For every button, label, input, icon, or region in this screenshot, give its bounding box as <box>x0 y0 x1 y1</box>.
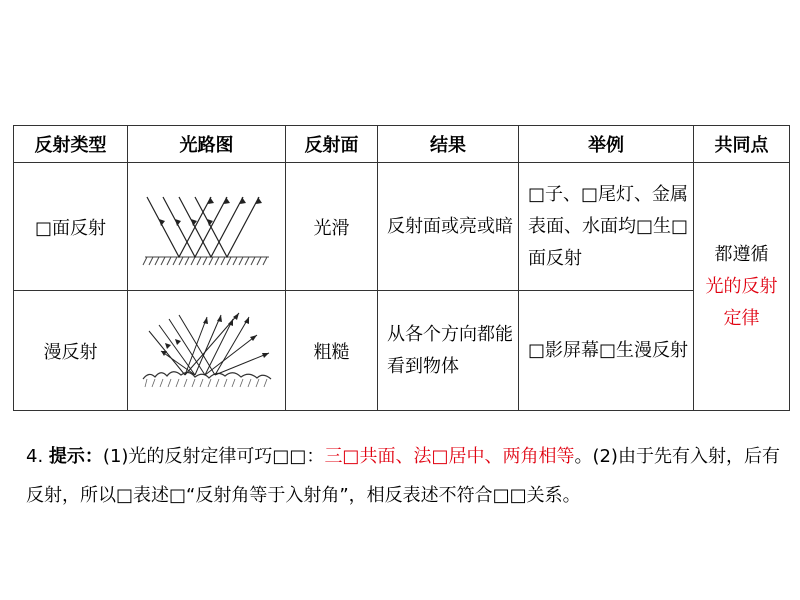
specular-reflection-diagram <box>137 185 277 269</box>
header-common-point: 共同点 <box>694 126 790 163</box>
note-part1-highlight: 三□共面、法□居中、两角相等 <box>324 446 575 467</box>
common-prefix: 都遵循 <box>714 243 769 265</box>
cell-result-diffuse: 从各个方向都能看到物体 <box>378 291 519 411</box>
diffuse-reflection-diagram <box>137 309 277 393</box>
note-part1: (1)光的反射定律可巧□□： <box>102 446 325 467</box>
cell-type-diffuse: 漫反射 <box>14 291 128 411</box>
table-row <box>14 163 790 291</box>
cell-surface-specular: 光滑 <box>286 163 378 291</box>
cell-common-point <box>694 163 790 411</box>
cell-diagram-specular <box>128 163 286 291</box>
hint-paragraph <box>26 437 786 515</box>
reflection-comparison-table <box>13 125 790 411</box>
header-reflecting-surface: 反射面 <box>286 126 378 163</box>
cell-type-specular: □面反射 <box>14 163 128 291</box>
cell-result-specular: 反射面或亮或暗 <box>378 163 519 291</box>
note-part2: (2)由于先有入射，后有反射，所以□表述□“反射角等于入射角”，相反表述不符合□□关系。 <box>26 446 780 506</box>
note-part1-end: 。 <box>574 446 593 467</box>
header-result: 结果 <box>378 126 519 163</box>
cell-example-specular: □子、□尾灯、金属表面、水面均□生□面反射 <box>519 163 694 291</box>
table-row <box>14 291 790 411</box>
header-example: 举例 <box>519 126 694 163</box>
cell-surface-diffuse: 粗糙 <box>286 291 378 411</box>
cell-diagram-diffuse <box>128 291 286 411</box>
common-highlight: 光的反射定律 <box>705 275 778 329</box>
note-number: 4. <box>26 446 44 467</box>
header-reflection-type: 反射类型 <box>14 126 128 163</box>
table-header-row <box>14 126 790 163</box>
header-ray-diagram: 光路图 <box>128 126 286 163</box>
note-label: 提示： <box>48 446 103 467</box>
cell-example-diffuse: □影屏幕□生漫反射 <box>519 291 694 411</box>
